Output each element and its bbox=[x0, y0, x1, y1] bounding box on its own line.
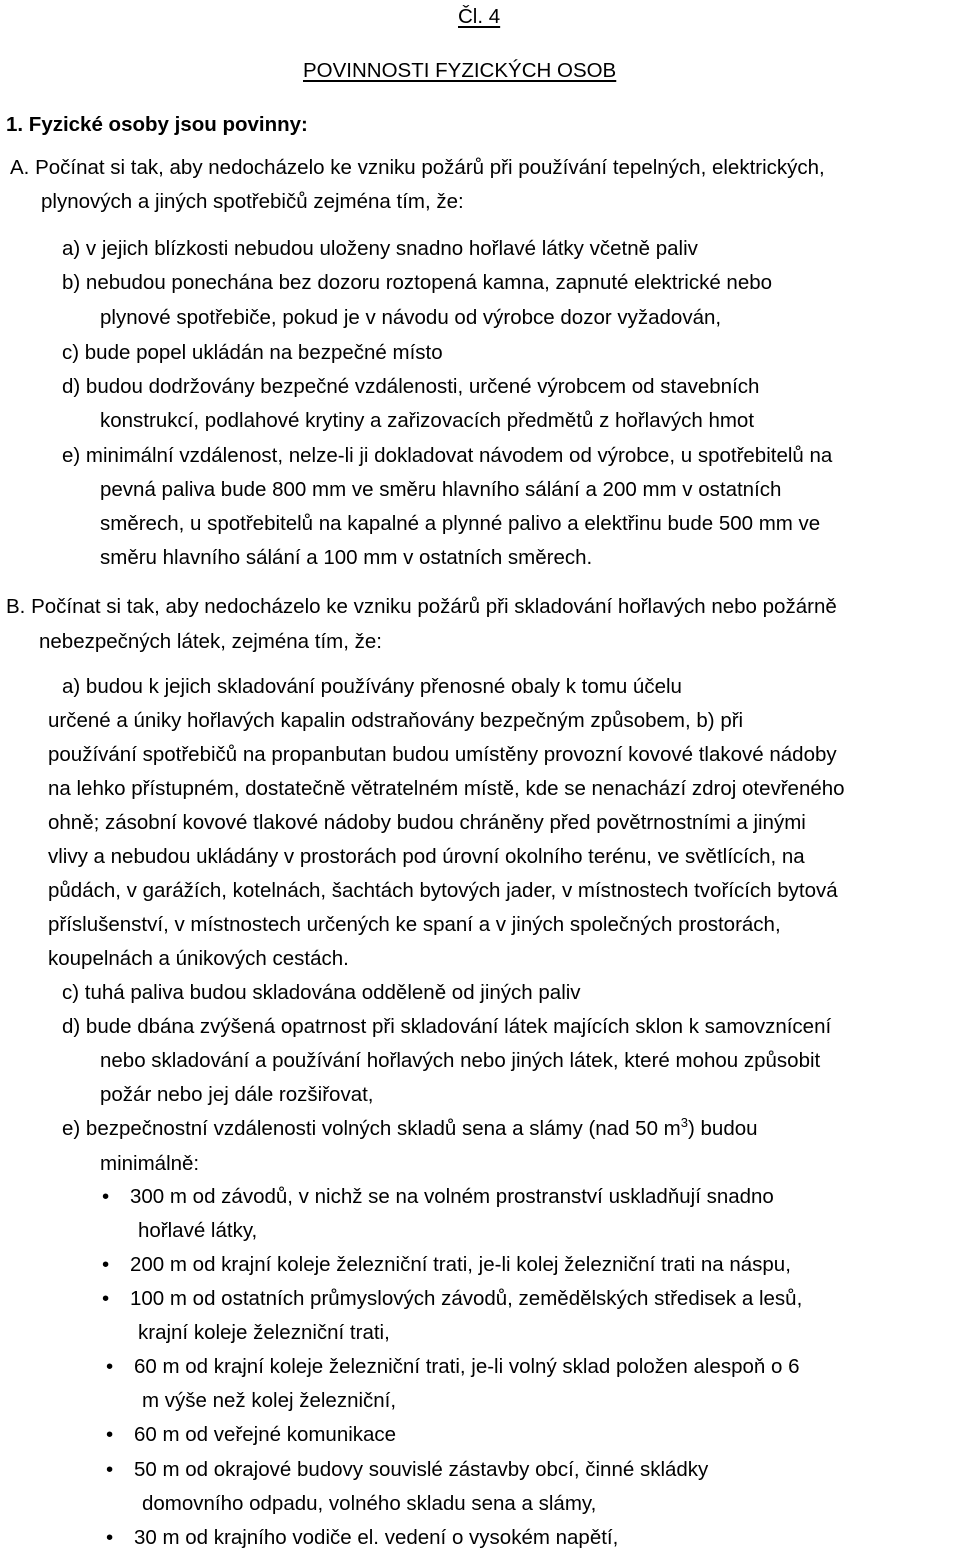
bullet-icon: • bbox=[106, 1423, 114, 1446]
section-b-item-a-cont: určené a úniky hořlavých kapalin odstraňovány bezpečným způsobem, b) při bbox=[48, 709, 744, 732]
section-a-item-b: b) nebudou ponechána bez dozoru roztopená kamna, zapnuté elektrické nebo bbox=[62, 271, 773, 294]
section-b-item-e-text: e) bezpečnostní vzdálenosti volných skladů sena a slámy (nad 50 m bbox=[62, 1117, 681, 1140]
section-a-item-d-cont: konstrukcí, podlahové krytiny a zařizovacích předmětů z hořlavých hmot bbox=[100, 409, 755, 432]
bullet-item: 60 m od veřejné komunikace bbox=[134, 1423, 397, 1446]
section-b-item-e-cont: minimálně: bbox=[100, 1152, 200, 1175]
bullet-icon: • bbox=[102, 1287, 110, 1310]
section-b-item-a-cont: na lehko přístupném, dostatečně větratelném místě, kde se nenachází zdroj otevřeného bbox=[48, 777, 845, 800]
bullet-item-cont: krajní koleje železniční trati, bbox=[138, 1321, 390, 1344]
bullet-item: 60 m od krajní koleje železniční trati, je-li volný sklad položen alespoň o 6 bbox=[134, 1355, 800, 1378]
bullet-icon: • bbox=[102, 1253, 110, 1276]
section-b-item-c: c) tuhá paliva budou skladována odděleně od jiných paliv bbox=[62, 981, 581, 1004]
section-a-item-e: e) minimální vzdálenost, nelze-li ji dokladovat návodem od výrobce, u spotřebitelů na bbox=[62, 444, 833, 467]
bullet-icon: • bbox=[106, 1355, 114, 1378]
section-b-item-a-cont: vlivy a nebudou ukládány v prostorách pod úrovní okolního terénu, ve světlících, na bbox=[48, 845, 805, 868]
article-number: Čl. 4 bbox=[458, 5, 501, 28]
section-a-line: plynových a jiných spotřebičů zejména tím, že: bbox=[41, 190, 464, 213]
bullet-item: 300 m od závodů, v nichž se na volném prostranství uskladňují snadno bbox=[130, 1185, 774, 1208]
section-a-item-e-cont: směrech, u spotřebitelů na kapalné a plynné palivo a elektřinu bude 500 mm ve bbox=[100, 512, 821, 535]
section-b-line: nebezpečných látek, zejména tím, že: bbox=[39, 630, 382, 653]
section-a-line: A. Počínat si tak, aby nedocházelo ke vzniku požárů při používání tepelných, elektrických, bbox=[10, 156, 825, 179]
section-a-item-a: a) v jejich blízkosti nebudou uloženy snadno hořlavé látky včetně paliv bbox=[62, 237, 698, 260]
bullet-item-cont: domovního odpadu, volného skladu sena a slámy, bbox=[142, 1492, 597, 1515]
section-b-item-a-cont: příslušenství, v místnostech určených ke spaní a v jiných společných prostorách, bbox=[48, 913, 781, 936]
section-b-item-a-cont: koupelnách a únikových cestách. bbox=[48, 947, 349, 970]
bullet-item-cont: m výše než kolej železniční, bbox=[142, 1389, 397, 1412]
bullet-item: 100 m od ostatních průmyslových závodů, zemědělských středisek a lesů, bbox=[130, 1287, 803, 1310]
bullet-icon: • bbox=[106, 1526, 114, 1549]
bullet-item: 50 m od okrajové budovy souvislé zástavby obcí, činné skládky bbox=[134, 1458, 709, 1481]
section-b-item-d-cont: požár nebo jej dále rozšiřovat, bbox=[100, 1083, 374, 1106]
section-b-item-a-cont: ohně; zásobní kovové tlakové nádoby budou chráněny před povětrnostními a jinými bbox=[48, 811, 806, 834]
bullet-icon: • bbox=[106, 1458, 114, 1481]
section-a-item-b-cont: plynové spotřebiče, pokud je v návodu od výrobce dozor vyžadován, bbox=[100, 306, 722, 329]
bullet-item: 200 m od krajní koleje železniční trati, je-li kolej železniční trati na náspu, bbox=[130, 1253, 791, 1276]
superscript-3: 3 bbox=[680, 1115, 688, 1130]
section-a-item-d: d) budou dodržovány bezpečné vzdálenosti, určené výrobcem od stavebních bbox=[62, 375, 760, 398]
section-b-item-a-cont: používání spotřebičů na propanbutan budou umístěny provozní kovové tlakové nádoby bbox=[48, 743, 837, 766]
bullet-item-cont: hořlavé látky, bbox=[138, 1219, 258, 1242]
bullet-icon: • bbox=[102, 1185, 110, 1208]
page-title: POVINNOSTI FYZICKÝCH OSOB bbox=[303, 59, 617, 82]
bullet-item: 30 m od krajního vodiče el. vedení o vysokém napětí, bbox=[134, 1526, 619, 1549]
section-b-item-e-text-end: ) budou bbox=[688, 1117, 758, 1140]
section-b-item-e bbox=[62, 1117, 758, 1141]
section-b-line: B. Počínat si tak, aby nedocházelo ke vzniku požárů při skladování hořlavých nebo požárně bbox=[6, 595, 837, 618]
section-b-item-a-cont: půdách, v garážích, kotelnách, šachtách bytových jader, v místnostech tvořících bytová bbox=[48, 879, 838, 902]
section-a-item-e-cont: směru hlavního sálání a 100 mm v ostatních směrech. bbox=[100, 546, 593, 569]
intro-heading: 1. Fyzické osoby jsou povinny: bbox=[6, 113, 308, 136]
section-b-item-d: d) bude dbána zvýšená opatrnost při skladování látek majících sklon k samovznícení bbox=[62, 1015, 832, 1038]
section-b-item-a: a) budou k jejich skladování používány přenosné obaly k tomu účelu bbox=[62, 675, 682, 698]
section-b-item-d-cont: nebo skladování a používání hořlavých nebo jiných látek, které mohou způsobit bbox=[100, 1049, 821, 1072]
section-a-item-c: c) bude popel ukládán na bezpečné místo bbox=[62, 341, 443, 364]
section-a-item-e-cont: pevná paliva bude 800 mm ve směru hlavního sálání a 200 mm v ostatních bbox=[100, 478, 782, 501]
